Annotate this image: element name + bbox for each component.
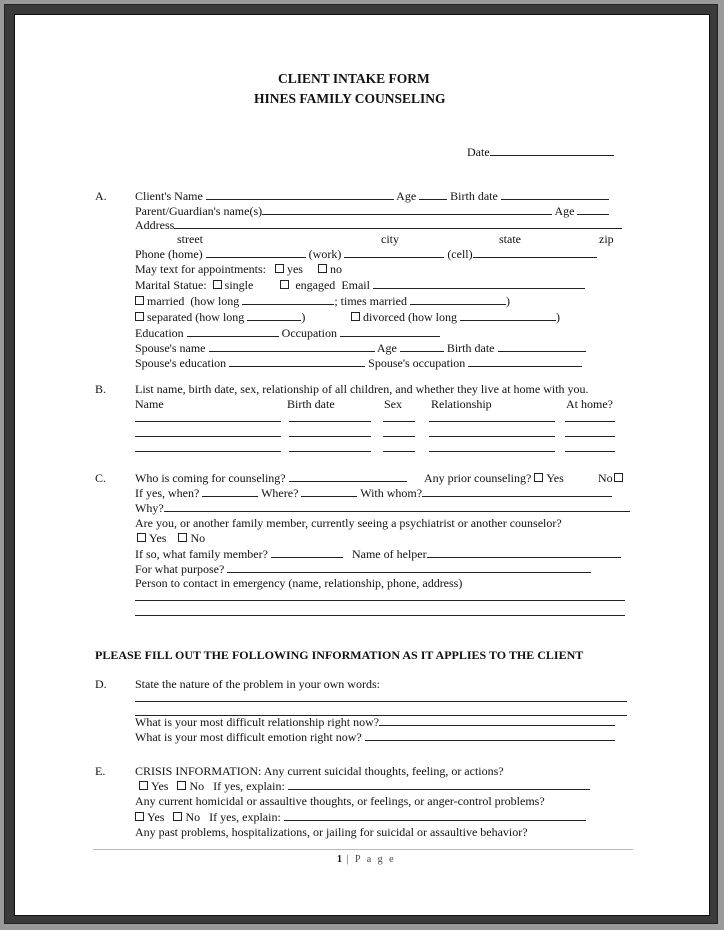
where-field[interactable] [301, 486, 357, 497]
parent-age-field[interactable] [577, 204, 609, 215]
why-label: Why? [135, 501, 164, 515]
who-coming-label: Who is coming for counseling? [135, 471, 286, 485]
married-how-long-label: (how long [190, 294, 240, 308]
emergency-contact-label: Person to contact in emergency (name, relationship, phone, address) [135, 576, 463, 590]
zip-caption: zip [599, 232, 614, 246]
page-number-label: | P a g e [346, 854, 396, 865]
section-d-letter: D. [95, 677, 107, 691]
spouse-birth-date-field[interactable] [498, 341, 586, 352]
phone-cell-field[interactable] [473, 247, 597, 258]
parent-age-label: Age [554, 204, 575, 218]
where-label: Where? [261, 486, 299, 500]
phone-work-field[interactable] [344, 247, 444, 258]
suicidal-yes-checkbox[interactable] [139, 781, 148, 790]
date-label: Date [467, 145, 490, 159]
divorced-how-long-field[interactable] [460, 310, 556, 321]
spouse-education-row [135, 356, 582, 370]
email-field[interactable] [373, 278, 585, 289]
homicidal-yes-label: Yes [147, 810, 165, 824]
single-label: single [224, 278, 254, 292]
child-3-relationship-line[interactable] [429, 451, 555, 452]
purpose-row [135, 562, 591, 576]
divorced-checkbox[interactable] [351, 312, 360, 321]
with-whom-field[interactable] [422, 486, 612, 497]
spouse-name-label: Spouse's name [135, 341, 206, 355]
psych-yes-label: Yes [149, 531, 167, 545]
spouse-education-label: Spouse's education [135, 356, 227, 370]
child-3-sex-line[interactable] [383, 451, 415, 452]
suicidal-no-checkbox[interactable] [177, 781, 186, 790]
spouse-occupation-label: Spouse's occupation [368, 356, 466, 370]
crisis-question: CRISIS INFORMATION: Any current suicidal thoughts, feeling, or actions? [135, 764, 504, 778]
spouse-education-field[interactable] [229, 356, 365, 367]
child-1-sex-line[interactable] [383, 421, 415, 422]
family-member-row [135, 547, 621, 561]
divorced-label: divorced (how long [363, 310, 457, 324]
parent-field[interactable] [262, 204, 552, 215]
why-row [135, 501, 630, 515]
birth-date-field[interactable] [501, 189, 609, 200]
homicidal-options-row [135, 810, 586, 824]
times-married-label: ; times married [334, 294, 407, 308]
page-number [337, 853, 396, 867]
child-1-relationship-line[interactable] [429, 421, 555, 422]
divorced-close-paren: ) [555, 310, 560, 324]
address-label: Address [135, 218, 175, 232]
date-field[interactable] [490, 145, 614, 156]
text-no-checkbox[interactable] [318, 264, 327, 273]
spouse-name-row [135, 341, 586, 355]
prior-yes-label: Yes [546, 471, 564, 485]
age-label: Age [396, 189, 417, 203]
education-label: Education [135, 326, 184, 340]
page-number-value: 1 [337, 854, 342, 865]
engaged-label: engaged [295, 278, 336, 292]
when-row [135, 486, 612, 500]
section-b-letter: B. [95, 382, 107, 396]
prior-counseling-label: Any prior counseling? [424, 471, 532, 485]
phone-home-label: Phone (home) [135, 247, 203, 261]
child-3-name-line[interactable] [135, 451, 281, 452]
homicidal-no-checkbox[interactable] [173, 812, 182, 821]
family-member-field[interactable] [271, 547, 343, 558]
emergency-line-2[interactable] [135, 615, 625, 616]
child-3-birth-line[interactable] [289, 451, 371, 452]
psych-no-label: No [190, 531, 206, 545]
form-subtitle: HINES FAMILY COUNSELING [254, 91, 446, 106]
prior-counseling-row [424, 471, 564, 485]
married-row [135, 294, 510, 308]
birth-date-label: Birth date [450, 189, 498, 203]
homicidal-explain-label: If yes, explain: [209, 810, 281, 824]
divorced-row [351, 310, 560, 324]
seeing-psych-question: Are you, or another family member, currently seeing a psychiatrist or another counselor? [135, 516, 562, 530]
address-row [135, 218, 622, 232]
difficult-emotion-label: What is your most difficult emotion right now? [135, 730, 362, 744]
who-coming-field[interactable] [289, 471, 407, 482]
spouse-occupation-field[interactable] [468, 356, 582, 367]
homicidal-no-label: No [185, 810, 201, 824]
suicidal-explain-field[interactable] [288, 779, 590, 790]
client-name-row [135, 189, 609, 203]
separated-close-paren: ) [301, 310, 306, 324]
child-2-relationship-line[interactable] [429, 436, 555, 437]
child-2-sex-line[interactable] [383, 436, 415, 437]
why-field[interactable] [164, 501, 630, 512]
homicidal-explain-field[interactable] [284, 810, 586, 821]
separated-how-long-field[interactable] [247, 310, 301, 321]
helper-name-label: Name of helper [351, 547, 427, 561]
suicidal-explain-label: If yes, explain: [213, 779, 285, 793]
section-c-letter: C. [95, 471, 107, 485]
client-name-field[interactable] [206, 189, 394, 200]
psych-no-checkbox[interactable] [178, 533, 187, 542]
difficult-emotion-field[interactable] [365, 730, 615, 741]
occupation-label: Occupation [281, 326, 337, 340]
homicidal-question: Any current homicidal or assaultive thoughts, or feelings, or anger-control problems? [135, 794, 545, 808]
past-problems-question: Any past problems, hospitalizations, or jailing for suicidal or assaultive behavior? [135, 825, 528, 839]
footer-divider [93, 849, 633, 850]
prior-no-checkbox[interactable] [614, 473, 623, 482]
text-yes-checkbox[interactable] [275, 264, 284, 273]
spouse-age-field[interactable] [400, 341, 444, 352]
difficult-relationship-field[interactable] [379, 715, 615, 726]
may-text-label: May text for appointments: [135, 262, 266, 276]
phone-home-field[interactable] [206, 247, 306, 258]
separated-label: separated (how long [147, 310, 245, 324]
married-label: married [147, 294, 185, 308]
text-no-label: no [329, 262, 342, 276]
col-relationship: Relationship [431, 397, 492, 411]
phone-row [135, 247, 597, 261]
marital-label: Marital Statue: [135, 278, 207, 292]
child-1-name-line[interactable] [135, 421, 281, 422]
education-row [135, 326, 440, 340]
problem-line-1[interactable] [135, 701, 627, 702]
col-birth-date: Birth date [287, 397, 335, 411]
psych-options [137, 531, 205, 545]
form-title: CLIENT INTAKE FORM [278, 71, 430, 86]
section-a-letter: A. [95, 189, 107, 203]
engaged-checkbox[interactable] [280, 280, 289, 289]
prior-no-option [598, 471, 626, 485]
single-checkbox[interactable] [213, 280, 222, 289]
date-row [467, 145, 614, 159]
who-coming-row [135, 471, 407, 485]
marital-row [135, 278, 585, 292]
child-2-home-line[interactable] [565, 436, 615, 437]
occupation-field[interactable] [340, 326, 440, 337]
suicidal-options-row [139, 779, 590, 793]
married-checkbox[interactable] [135, 296, 144, 305]
prior-yes-checkbox[interactable] [534, 473, 543, 482]
city-caption: city [381, 232, 399, 246]
phone-work-label: (work) [308, 247, 342, 261]
parent-row [135, 204, 609, 218]
children-instruction: List name, birth date, sex, relationship of all children, and whether they live at home with you. [135, 382, 589, 396]
email-label: Email [341, 278, 370, 292]
child-1-birth-line[interactable] [289, 421, 371, 422]
spouse-age-label: Age [376, 341, 397, 355]
spouse-birth-date-label: Birth date [446, 341, 495, 355]
prior-no-label: No [598, 471, 613, 485]
difficult-relationship-row [135, 715, 615, 729]
purpose-label: For what purpose? [135, 562, 225, 576]
section-e-letter: E. [95, 764, 106, 778]
when-field[interactable] [202, 486, 258, 497]
phone-cell-label: (cell) [447, 247, 473, 261]
text-appointments-row [135, 262, 342, 276]
married-how-long-field[interactable] [242, 294, 334, 305]
parent-label: Parent/Guardian's name(s) [135, 204, 263, 218]
state-caption: state [499, 232, 521, 246]
child-2-birth-line[interactable] [289, 436, 371, 437]
problem-nature-label: State the nature of the problem in your own words: [135, 677, 380, 691]
education-field[interactable] [187, 326, 279, 337]
child-2-name-line[interactable] [135, 436, 281, 437]
form-page [14, 14, 710, 916]
text-yes-label: yes [286, 262, 303, 276]
when-label: If yes, when? [135, 486, 200, 500]
separated-checkbox[interactable] [135, 312, 144, 321]
suicidal-no-label: No [189, 779, 205, 793]
separated-row [135, 310, 305, 324]
family-member-label: If so, what family member? [135, 547, 268, 561]
spouse-name-field[interactable] [209, 341, 375, 352]
col-name: Name [135, 397, 164, 411]
street-caption: street [177, 232, 203, 246]
married-close-paren: ) [505, 294, 510, 308]
suicidal-yes-label: Yes [151, 779, 169, 793]
child-3-home-line[interactable] [565, 451, 615, 452]
homicidal-yes-checkbox[interactable] [135, 812, 144, 821]
col-at-home: At home? [566, 397, 613, 411]
address-field[interactable] [174, 218, 622, 229]
child-1-home-line[interactable] [565, 421, 615, 422]
emergency-line-1[interactable] [135, 600, 625, 601]
with-whom-label: With whom? [360, 486, 423, 500]
helper-name-field[interactable] [427, 547, 621, 558]
age-field[interactable] [419, 189, 447, 200]
purpose-field[interactable] [227, 562, 591, 573]
times-married-field[interactable] [410, 294, 506, 305]
col-sex: Sex [384, 397, 402, 411]
difficult-emotion-row [135, 730, 615, 744]
difficult-relationship-label: What is your most difficult relationship right now? [135, 715, 380, 729]
client-name-label: Client's Name [135, 189, 203, 203]
notice-heading: PLEASE FILL OUT THE FOLLOWING INFORMATION AS IT APPLIES TO THE CLIENT [95, 648, 584, 662]
psych-yes-checkbox[interactable] [137, 533, 146, 542]
